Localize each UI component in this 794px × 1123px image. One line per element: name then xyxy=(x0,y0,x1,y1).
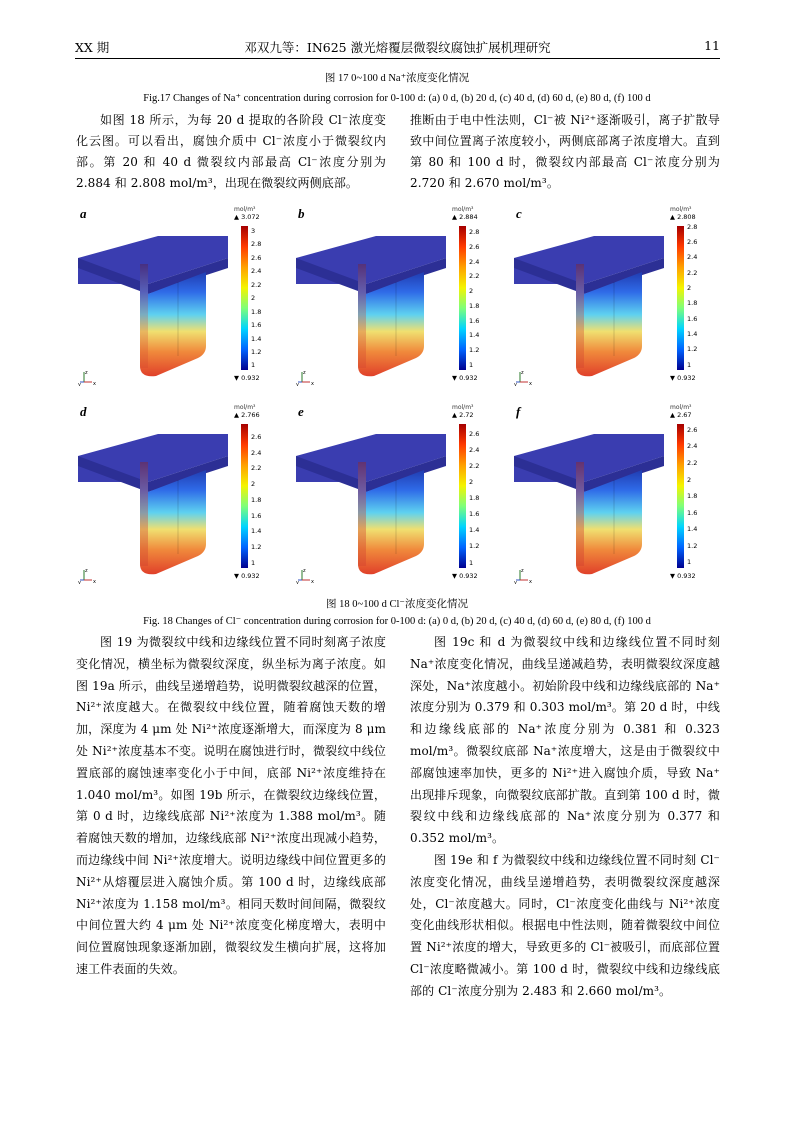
colorbar-tick-label: 1 xyxy=(469,558,474,567)
colorbar-min: ▼ 0.932 xyxy=(452,572,478,580)
simulation-panel xyxy=(296,404,506,592)
body-right-column xyxy=(410,632,720,1003)
panel-label: e xyxy=(298,404,304,419)
axis-triad-icon xyxy=(514,368,540,386)
crack-side-highlight xyxy=(358,264,366,368)
colorbar-tick-label: 1.2 xyxy=(469,346,480,355)
colorbar-tick-label: 2 xyxy=(687,475,692,484)
axis-z-label: z xyxy=(521,370,524,376)
simulation-panel xyxy=(296,206,506,394)
colorbar-tick-label: 1.8 xyxy=(687,492,698,501)
colorbar-ticks xyxy=(469,226,489,370)
colorbar-max: ▲ 2.808 xyxy=(670,213,696,221)
colorbar-tick-label: 1.2 xyxy=(469,542,480,551)
colorbar-tick-label: 2.8 xyxy=(469,228,480,237)
colorbar-tick-label: 2.2 xyxy=(251,464,262,473)
colorbar-tick-label: 1.2 xyxy=(251,347,262,356)
fig18-caption-cn: 图 18 0~100 d Cl⁻浓度变化情况 xyxy=(326,599,468,610)
crack-side-highlight xyxy=(140,264,148,368)
axis-triad-icon xyxy=(296,566,322,584)
colorbar-tick-label: 2.6 xyxy=(251,433,262,442)
figure-18-grid xyxy=(78,206,724,594)
colorbar-tick-label: 2.4 xyxy=(687,442,698,451)
colorbar-tick-label: 2.2 xyxy=(469,461,480,470)
fig17-caption-cn: 图 17 0~100 d Na⁺浓度变化情况 xyxy=(324,73,470,84)
colorbar-tick-label: 2 xyxy=(469,477,474,486)
colorbar-tick-label: 1.4 xyxy=(469,526,480,535)
colorbar-max: ▲ 2.72 xyxy=(452,411,474,419)
axis-y-label: y xyxy=(296,382,299,386)
colorbar-tick-label: 2.6 xyxy=(469,242,480,251)
colorbar-unit: mol/m³ xyxy=(234,206,256,213)
simulation-panel xyxy=(514,206,724,394)
colorbar-tick-label: 1.2 xyxy=(251,542,262,551)
body-right-paragraph-1: 图 19c 和 d 为微裂纹中线和边缘线位置不同时刻 Na⁺浓度变化情况，曲线呈递减趋势，表明微裂纹深度越深处，Na⁺浓度越小。初始阶段中线和边缘线底部的 Na⁺浓度分别为 0.379 和 0.303 mol/m³。第 20 d 时，中线和边缘线底部的 Na⁺浓度分别为 0.381 和 0.323 mol/m³。微裂纹底部 Na⁺浓度增大，这是由于微裂纹中部腐蚀速率加快，更多的 Ni²⁺进入腐蚀介质，导致 Na⁺出现排斥现象，向微裂纹底部扩散。直到第 100 d 时，微裂纹中线和边缘线底部的 Na⁺浓度分别为 0.377 和 0.352 mol/m³。 xyxy=(410,635,720,846)
colorbar-min: ▼ 0.932 xyxy=(234,572,260,580)
colorbar-tick-label: 2.4 xyxy=(469,445,480,454)
colorbar-tick-label: 2.2 xyxy=(251,280,262,289)
colorbar-min: ▼ 0.932 xyxy=(452,374,478,382)
colorbar xyxy=(241,226,248,370)
running-title: 邓双九等：IN625 激光熔覆层微裂纹腐蚀扩展机理研究 xyxy=(244,40,551,55)
fig18-caption-en: Fig. 18 Changes of Cl⁻ concentration during corrosion for 0-100 d: (a) 0 d, (b) 20 d, (c) 40 d, (d) 60 d, (e) 80 d, (f) 100 d xyxy=(143,616,651,627)
colorbar-tick-label: 2.4 xyxy=(687,253,698,262)
colorbar-tick-label: 1.4 xyxy=(251,334,262,343)
colorbar-ticks xyxy=(469,424,489,568)
colorbar-tick-label: 1.4 xyxy=(687,330,698,339)
colorbar-ticks xyxy=(687,222,707,370)
colorbar-ticks xyxy=(251,424,271,568)
axis-x-label: x xyxy=(311,579,314,584)
colorbar-tick-label: 2 xyxy=(251,480,256,489)
colorbar-tick-label: 2.2 xyxy=(687,268,698,277)
axis-x-label: x xyxy=(93,381,96,386)
colorbar-unit: mol/m³ xyxy=(670,206,692,213)
colorbar-min: ▼ 0.932 xyxy=(234,374,260,382)
intro-left-column xyxy=(76,110,386,194)
page-number: 11 xyxy=(704,38,720,53)
issue-label: XX 期 xyxy=(75,40,110,55)
colorbar-tick-label: 1.6 xyxy=(687,508,698,517)
colorbar-max: ▲ 2.766 xyxy=(234,411,260,419)
colorbar-tick-label: 2.4 xyxy=(251,267,262,276)
colorbar-tick-label: 1.6 xyxy=(251,511,262,520)
body-left-paragraph: 图 19 为微裂纹中线和边缘线位置不同时刻离子浓度变化情况，横坐标为微裂纹深度，纵坐标为离子浓度。如图 19a 所示，曲线呈递增趋势，说明微裂纹越深的位置，Ni²⁺浓度越大。在微裂纹中线位置，随着腐蚀天数的增加，深度为 4 μm 处 Ni²⁺浓度逐渐增大，而深度为 8 μm 处 Ni²⁺浓度基本不变。说明在腐蚀进行时，微裂纹中线位置底部的腐蚀速率变化小于中间，底部 Ni²⁺浓度维持在 1.040 mol/m³。如图 19b 所示，在微裂纹边缘线位置，第 0 d 时，边缘线底部 Ni²⁺浓度为 1.388 mol/m³。随着腐蚀天数的增加，边缘线底部 Ni²⁺浓度出现减小趋势，而边缘线中间 Ni²⁺浓度增大。说明边缘线中间位置更多的 Ni²⁺从熔覆层进入腐蚀介质。第 100 d 时，边缘线底部 Ni²⁺浓度为 1.158 mol/m³。相同天数时间间隔，微裂纹中间位置大约 4 μm 处 Ni²⁺浓度变化梯度增大，表明中间位置腐蚀现象逐渐加剧，微裂纹发生横向扩展，这将加速工件表面的失效。 xyxy=(76,635,386,976)
colorbar-tick-label: 1 xyxy=(687,558,692,567)
simulation-panel xyxy=(78,404,288,592)
colorbar-tick-label: 1 xyxy=(251,558,256,567)
colorbar-max: ▲ 2.67 xyxy=(670,411,692,419)
crack-side-highlight xyxy=(576,462,584,566)
axis-z-label: z xyxy=(521,568,524,574)
axis-x-label: x xyxy=(311,381,314,386)
colorbar-tick-label: 2.6 xyxy=(687,425,698,434)
colorbar-min: ▼ 0.932 xyxy=(670,572,696,580)
colorbar-max: ▲ 3.072 xyxy=(234,213,260,221)
body-right-paragraph-2: 图 19e 和 f 为微裂纹中线和边缘线位置不同时刻 Cl⁻浓度变化情况，曲线呈递增趋势，表明微裂纹深度越深处，Cl⁻浓度越大。同时，Cl⁻浓度变化曲线与 Ni²⁺浓度变化曲线形状相似。根据电中性法则，随着微裂纹中间位置 Ni²⁺浓度的增大，导致更多的 Cl⁻被吸引，而底部位置 Cl⁻浓度略微减小。第 100 d 时，微裂纹中线和边缘线底部的 Cl⁻浓度分别为 2.483 和 2.660 mol/m³。 xyxy=(410,852,720,998)
panel-label: b xyxy=(298,206,305,221)
colorbar-tick-label: 1.2 xyxy=(687,541,698,550)
axis-y-label: y xyxy=(78,580,81,584)
colorbar-unit: mol/m³ xyxy=(452,206,474,213)
axis-triad-icon xyxy=(78,566,104,584)
colorbar xyxy=(241,424,248,568)
colorbar xyxy=(459,424,466,568)
colorbar-unit: mol/m³ xyxy=(670,404,692,411)
panel-label: d xyxy=(80,404,87,419)
intro-right-column xyxy=(410,110,720,194)
colorbar-tick-label: 1.8 xyxy=(469,301,480,310)
colorbar-min: ▼ 0.932 xyxy=(670,374,696,382)
colorbar-tick-label: 2.4 xyxy=(251,448,262,457)
axis-triad-icon xyxy=(296,368,322,386)
colorbar-unit: mol/m³ xyxy=(234,404,256,411)
panel-label: c xyxy=(516,206,522,221)
axis-z-label: z xyxy=(85,568,88,574)
axis-y-label: y xyxy=(514,382,517,386)
running-header xyxy=(75,38,720,59)
crack-side-highlight xyxy=(576,264,584,368)
colorbar-tick-label: 1.8 xyxy=(469,494,480,503)
colorbar-max: ▲ 2.884 xyxy=(452,213,478,221)
axis-z-label: z xyxy=(303,370,306,376)
colorbar-tick-label: 1.6 xyxy=(469,510,480,519)
axis-triad-icon xyxy=(514,566,540,584)
colorbar-tick-label: 2.6 xyxy=(251,253,262,262)
colorbar-tick-label: 1.6 xyxy=(469,316,480,325)
colorbar-tick-label: 1 xyxy=(687,360,692,369)
colorbar-tick-label: 1.4 xyxy=(469,331,480,340)
colorbar-unit: mol/m³ xyxy=(452,404,474,411)
colorbar-tick-label: 1.8 xyxy=(687,299,698,308)
colorbar-tick-label: 2.8 xyxy=(251,240,262,249)
crack-side-highlight xyxy=(140,462,148,566)
simulation-panel xyxy=(78,206,288,394)
axis-z-label: z xyxy=(85,370,88,376)
intro-left-paragraph: 如图 18 所示，为每 20 d 提取的各阶段 Cl⁻浓度变化云图。可以看出，腐蚀介质中 Cl⁻浓度小于微裂纹内部。第 20 和 40 d 微裂纹内部最高 Cl⁻浓度分别为 2.884 和 2.808 mol/m³，出现在微裂纹两侧底部。 xyxy=(76,113,386,190)
colorbar-tick-label: 2.2 xyxy=(469,272,480,281)
axis-z-label: z xyxy=(303,568,306,574)
crack-side-highlight xyxy=(358,462,366,566)
colorbar-tick-label: 1 xyxy=(251,361,256,370)
axis-x-label: x xyxy=(529,381,532,386)
colorbar-ticks xyxy=(687,424,707,568)
colorbar-tick-label: 1.8 xyxy=(251,307,262,316)
axis-y-label: y xyxy=(296,580,299,584)
panel-label: f xyxy=(516,404,521,419)
colorbar-tick-label: 1 xyxy=(469,360,474,369)
axis-x-label: x xyxy=(529,579,532,584)
colorbar-tick-label: 1.6 xyxy=(687,314,698,323)
colorbar-tick-label: 2.6 xyxy=(687,237,698,246)
colorbar-ticks xyxy=(251,226,271,370)
colorbar-tick-label: 1.4 xyxy=(251,527,262,536)
colorbar-tick-label: 2.6 xyxy=(469,429,480,438)
colorbar xyxy=(677,226,684,370)
panel-label: a xyxy=(80,206,87,221)
fig17-caption-en: Fig.17 Changes of Na⁺ concentration during corrosion for 0-100 d: (a) 0 d, (b) 20 d, (c) 40 d, (d) 60 d, (e) 80 d, (f) 100 d xyxy=(143,93,651,104)
body-left-column xyxy=(76,632,386,981)
colorbar xyxy=(677,424,684,568)
colorbar-tick-label: 2.2 xyxy=(687,458,698,467)
axis-y-label: y xyxy=(514,580,517,584)
intro-right-paragraph: 推断由于电中性法则，Cl⁻被 Ni²⁺逐渐吸引，离子扩散导致中间位置离子浓度较小，两侧底部离子浓度增大。直到第 80 和 100 d 时，微裂纹内部最高 Cl⁻浓度分别为 2.720 和 2.670 mol/m³。 xyxy=(410,113,720,190)
colorbar-tick-label: 2 xyxy=(469,287,474,296)
colorbar-tick-label: 2 xyxy=(251,294,256,303)
colorbar xyxy=(459,226,466,370)
axis-triad-icon xyxy=(78,368,104,386)
colorbar-tick-label: 2.4 xyxy=(469,257,480,266)
colorbar-tick-label: 2 xyxy=(687,284,692,293)
axis-x-label: x xyxy=(93,579,96,584)
colorbar-tick-label: 2.8 xyxy=(687,222,698,231)
colorbar-tick-label: 1.2 xyxy=(687,345,698,354)
colorbar-tick-label: 3 xyxy=(251,226,256,235)
colorbar-tick-label: 1.4 xyxy=(687,525,698,534)
axis-y-label: y xyxy=(78,382,81,386)
colorbar-tick-label: 1.8 xyxy=(251,495,262,504)
simulation-panel xyxy=(514,404,724,592)
colorbar-tick-label: 1.6 xyxy=(251,321,262,330)
